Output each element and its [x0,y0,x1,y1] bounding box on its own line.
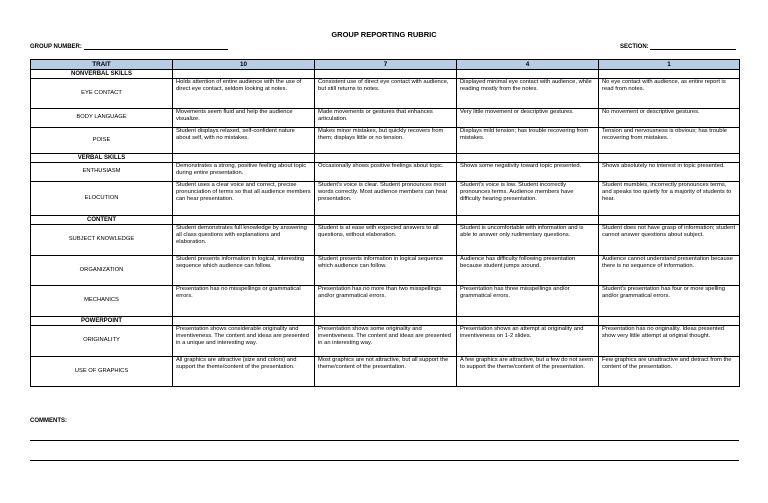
trait-cell: EYE CONTACT [31,79,173,109]
table-row [31,256,740,286]
criteria-cell: No movement or descriptive gestures. [599,109,740,128]
column-header-1: 1 [599,60,740,70]
table-row [31,128,740,154]
criteria-cell: Presentation has no misspellings or grammatical errors. [173,286,315,317]
trait-cell: USE OF GRAPHICS [31,357,173,387]
section-empty-cell [457,317,599,326]
section-empty-cell [599,154,740,163]
trait-cell: POISE [31,128,173,154]
section-label: SECTION: [620,44,649,50]
criteria-cell: Displays mild tension; has trouble recovering from mistakes. [457,128,599,154]
comment-line [30,440,739,441]
group-number-label: GROUP NUMBER: [30,44,82,50]
table-row [31,182,740,216]
trait-cell: ELOCUTION [31,182,173,216]
criteria-cell: Occasionally shows positive feelings about topic. [315,163,457,182]
section-empty-cell [173,154,315,163]
rubric-table [30,59,740,387]
criteria-cell: Tension and nervousness is obvious; has trouble recovering from mistakes. [599,128,740,154]
criteria-cell: Student is at ease with expected answers to all questions, without elaboration. [315,225,457,256]
criteria-cell: Student's voice is low. Student incorrectly pronounces terms. Audience members have difficulty hearing presentation. [457,182,599,216]
section-row [31,216,740,225]
criteria-cell: Most graphics are not attractive, but all support the theme/content of the presentation. [315,357,457,387]
criteria-cell: Movements seem fluid and help the audience visualize. [173,109,315,128]
page-title: GROUP REPORTING RUBRIC [331,30,437,39]
criteria-cell: Consistent use of direct eye contact with audience, but still returns to notes. [315,79,457,109]
group-number-field [30,43,228,50]
table-row [31,225,740,256]
criteria-cell: Very little movement or descriptive gestures. [457,109,599,128]
criteria-cell: Student uses a clear voice and correct, precise pronunciation of terms so that all audience members can hear presentation. [173,182,315,216]
table-row [31,286,740,317]
section-row [31,317,740,326]
rubric-body [31,70,740,387]
section-title: POWERPOINT [31,317,173,326]
section-field [620,43,736,50]
table-row [31,357,740,387]
criteria-cell: Displayed minimal eye contact with audience, while reading mostly from the notes. [457,79,599,109]
column-header-trait: TRAIT [31,60,173,70]
section-empty-cell [599,70,740,79]
section-empty-cell [315,317,457,326]
trait-cell: ENTHUSIASM [31,163,173,182]
criteria-cell: Student's presentation has four or more spelling and/or grammatical errors. [599,286,740,317]
criteria-cell: Audience cannot understand presentation because there is no sequence of information. [599,256,740,286]
section-empty-cell [599,216,740,225]
criteria-cell: Student is uncomfortable with information and is able to answer only rudimentary questions. [457,225,599,256]
criteria-cell: Made movements or gestures that enhances articulation. [315,109,457,128]
section-empty-cell [599,317,740,326]
section-empty-cell [315,216,457,225]
criteria-cell: Audience has difficulty following presentation because student jumps around. [457,256,599,286]
section-empty-cell [457,70,599,79]
column-header-4: 4 [457,60,599,70]
section-title: VERBAL SKILLS [31,154,173,163]
section-empty-cell [457,216,599,225]
criteria-cell: Presentation shows some originality and inventiveness. The content and ideas are presented in an interesting way. [315,326,457,357]
table-row [31,79,740,109]
criteria-cell: Few graphics are unattractive and detract from the content of the presentation. [599,357,740,387]
criteria-cell: Holds attention of entire audience with the use of direct eye contact, seldom looking at notes. [173,79,315,109]
criteria-cell: Student demonstrates full knowledge by answering all class questions with explanations and elaboration. [173,225,315,256]
criteria-cell: Student does not have grasp of information; student cannot answer questions about subject. [599,225,740,256]
trait-cell: BODY LANGUAGE [31,109,173,128]
criteria-cell: Student presents information in logical, interesting sequence which audience can follow. [173,256,315,286]
section-empty-cell [173,216,315,225]
criteria-cell: Makes minor mistakes, but quickly recovers from them; displays little or no tension. [315,128,457,154]
section-empty-cell [315,70,457,79]
criteria-cell: Shows absolutely no interest in topic presented. [599,163,740,182]
section-empty-cell [173,70,315,79]
criteria-cell: Student's voice is clear. Student pronounces most words correctly. Most audience members can hear presentation. [315,182,457,216]
criteria-cell: Presentation has three misspellings and/or grammatical errors. [457,286,599,317]
header-row [31,60,740,70]
table-row [31,109,740,128]
criteria-cell: Student mumbles, incorrectly pronounces terms, and speaks too quietly for a majority of students to hear. [599,182,740,216]
group-number-blank [84,43,228,50]
table-row [31,163,740,182]
section-empty-cell [457,154,599,163]
criteria-cell: Presentation has no more than two misspellings and/or grammatical errors. [315,286,457,317]
column-header-7: 7 [315,60,457,70]
criteria-cell: Presentation shows an attempt at originality and inventiveness on 1-2 slides. [457,326,599,357]
criteria-cell: Presentation has no originality. Ideas presented show very little attempt at original thought. [599,326,740,357]
section-title: CONTENT [31,216,173,225]
column-header-10: 10 [173,60,315,70]
criteria-cell: All graphics are attractive (size and colors) and support the theme/content of the presentation. [173,357,315,387]
trait-cell: ORGANIZATION [31,256,173,286]
trait-cell: MECHANICS [31,286,173,317]
section-row [31,70,740,79]
criteria-cell: Demonstrates a strong, positive feeling about topic during entire presentation. [173,163,315,182]
section-empty-cell [173,317,315,326]
table-row [31,326,740,357]
section-row [31,154,740,163]
criteria-cell: Presentation shows considerable originality and inventiveness. The content and ideas are presented in a unique and interesting way. [173,326,315,357]
comments-label: COMMENTS: [30,418,67,424]
section-blank [650,43,736,50]
criteria-cell: No eye contact with audience, as entire report is read from notes. [599,79,740,109]
section-empty-cell [315,154,457,163]
criteria-cell: Student displays relaxed, self-confident nature about self, with no mistakes. [173,128,315,154]
comment-line [30,460,739,461]
trait-cell: ORIGINALITY [31,326,173,357]
section-title: NONVERBAL SKILLS [31,70,173,79]
criteria-cell: Shows some negativity toward topic presented. [457,163,599,182]
criteria-cell: A few graphics are attractive, but a few do not seem to support the theme/content of the presentation. [457,357,599,387]
trait-cell: SUBJECT KNOWLEDGE [31,225,173,256]
criteria-cell: Student presents information in logical sequence which audience can follow. [315,256,457,286]
